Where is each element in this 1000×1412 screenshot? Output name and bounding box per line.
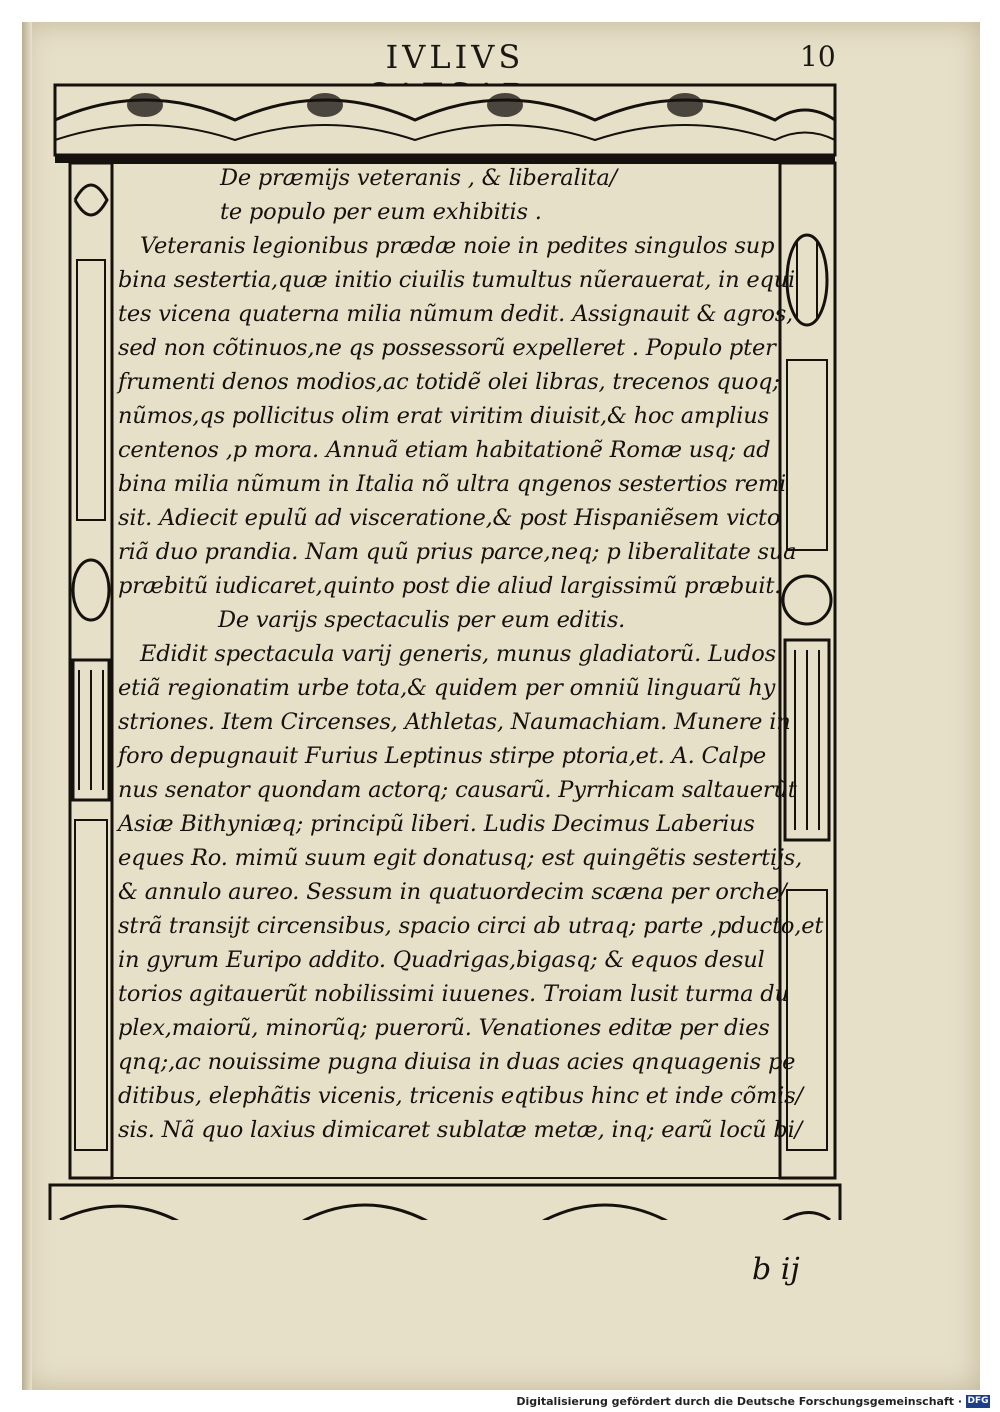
text-line: torios agitauerũt nobilissimi iuuenes. Troiam lusit turma du	[118, 981, 789, 1007]
text-line: tes vicena quaterna milia nũmum dedit. Assignauit & agros,	[118, 301, 793, 327]
text-line: eques Ro. mimũ suum egit donatusq; est quingẽtis sestertijs,	[118, 845, 803, 871]
text-line: ditibus, elephãtis vicenis, tricenis eqtibus hinc et inde cõmis/	[118, 1083, 803, 1109]
text-line: Asiæ Bithyniæq; principũ liberi. Ludis Decimus Laberius	[118, 811, 755, 837]
dfg-logo: DFG	[967, 1396, 989, 1406]
text-line: bina sestertia,quæ initio ciuilis tumultus nũerauerat, in equi	[118, 267, 795, 293]
text-line: strã transijt circensibus, spacio circi ab utraq; parte ,pducto,et	[118, 913, 824, 939]
text-line: plex,maiorũ, minorũq; puerorũ. Venationes editæ per dies	[118, 1015, 770, 1041]
text-line: bina milia nũmum in Italia nõ ultra qngenos sestertios remi	[118, 471, 786, 497]
text-line: & annulo aureo. Sessum in quatuordecim scæna per orche/	[118, 879, 787, 905]
text-line: striones. Item Circenses, Athletas, Naumachiam. Munere in	[118, 709, 791, 735]
page-edge	[22, 22, 32, 1390]
text-line: præbitũ iudicaret,quinto post die aliud largissimũ præbuit.	[118, 573, 782, 599]
text-line: foro depugnauit Furius Leptinus stirpe ptoria,et. A. Calpe	[118, 743, 767, 769]
text-line: in gyrum Euripo addito. Quadrigas,bigasq; & equos desul	[118, 947, 765, 973]
text-line: sed non cõtinuos,ne qs possessorũ expelleret . Populo pter	[118, 335, 776, 361]
text-line: qnq;,ac nouissime pugna diuisa in duas acies qnquagenis pe	[118, 1049, 796, 1075]
page-text	[118, 160, 824, 1170]
heading-line: De varijs spectaculis per eum editis.	[218, 607, 626, 633]
text-line: Edidit spectacula varij generis, munus gladiatorũ. Ludos	[140, 641, 776, 667]
heading-line: De præmijs veteranis , & liberalita/	[220, 165, 617, 191]
text-line: frumenti denos modios,ac totidẽ olei libras, trecenos quoq;	[118, 369, 780, 395]
text-line: riã duo prandia. Nam quũ prius parce,neq; p liberalitate sua	[118, 539, 797, 565]
text-line: nũmos,qs pollicitus olim erat viritim diuisit,& hoc amplius	[118, 403, 769, 429]
heading-line: te populo per eum exhibitis .	[220, 199, 542, 225]
dfg-credit: Digitalisierung gefördert durch die Deutsche Forschungsgemeinschaft ·	[516, 1395, 962, 1408]
text-line: Veteranis legionibus prædæ noie in pedites singulos sup	[140, 233, 775, 259]
signature-mark: b ij	[752, 1252, 800, 1287]
text-line: centenos ,p mora. Annuã etiam habitationẽ Romæ usq; ad	[118, 437, 771, 463]
text-line: nus senator quondam actorq; causarũ. Pyrrhicam saltauerũt	[118, 777, 797, 803]
folio-number: 10	[800, 40, 836, 73]
text-line: sis. Nã quo laxius dimicaret sublatæ metæ, inq; earũ locũ bi/	[118, 1117, 802, 1143]
text-line: sit. Adiecit epulũ ad visceratione,& post Hispaniẽsem victo	[118, 505, 781, 531]
running-head: IVLIVS	[385, 38, 525, 76]
text-line: etiã regionatim urbe tota,& quidem per omniũ linguarũ hy	[118, 675, 776, 701]
